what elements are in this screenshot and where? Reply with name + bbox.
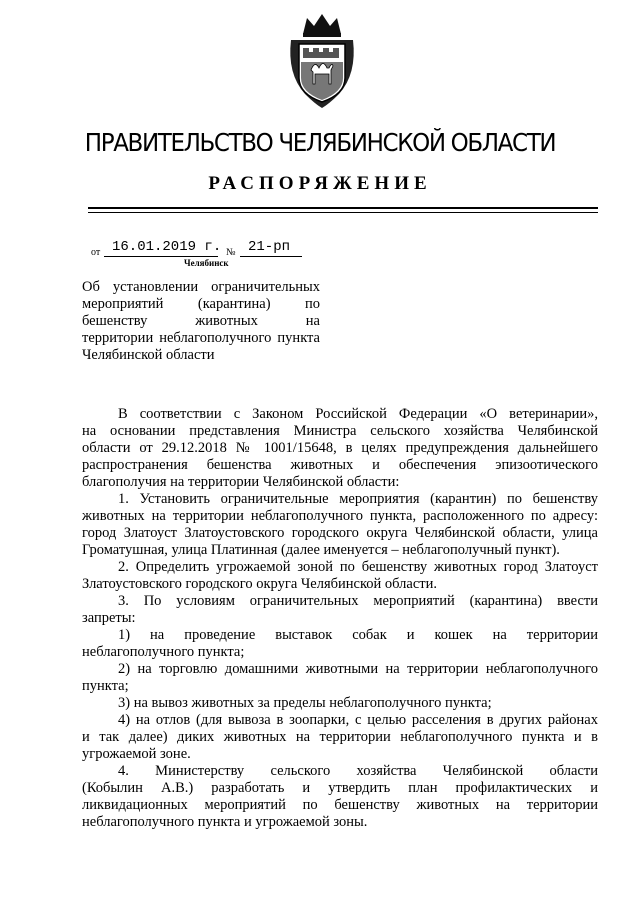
subject-line: бешенству животных на [82,313,320,329]
document-type: РАСПОРЯЖЕНИЕ [208,173,432,194]
body-line: 1. Установить ограничительные мероприятия (карантин) по бешенству [118,491,598,507]
body-line: на основании представления Министра сельского хозяйства Челябинской [82,423,598,439]
government-title: ПРАВИТЕЛЬСТВО ЧЕЛЯБИНСКОЙ ОБЛАСТИ [84,128,556,157]
body-line: запреты: [82,610,136,626]
document-body [82,406,598,831]
body-line: В соответствии с Законом Российской Федерации «О ветеринарии», [118,406,598,422]
body-line: город Златоуст Златоустовского городского округа Челябинской области, улица [82,525,598,541]
body-line: пункта; [82,678,129,694]
body-line: 1) на проведение выставок собак и кошек на территории [118,627,598,643]
body-line: Громатушная, улица Платинная (далее именуется – неблагополучный пункт). [82,542,560,558]
subject-line: территории неблагополучного пункта [82,330,320,346]
document-date: 16.01.2019 г. [112,239,222,255]
body-line: Златоустовского городского округа Челябинской области. [82,576,438,592]
subject-line: Об установлении ограничительных [82,279,320,295]
subject-line: Челябинской области [82,347,215,363]
body-line: 3) на вывоз животных за пределы неблагополучного пункта; [118,695,492,711]
coat-of-arms-icon [283,12,361,110]
number-label: № [226,247,236,258]
body-line: 3. По условиям ограничительных мероприятий (карантина) ввести [118,593,598,609]
document-subject [82,279,320,364]
body-line: (Кобылин А.В.) разработать и утвердить план профилактических и [82,780,598,796]
subject-line: мероприятий (карантина) по [82,296,320,312]
body-line: неблагополучного пункта; [82,644,245,660]
date-label: от [91,247,101,258]
body-line: и так далее) диких животных на территории неблагополучного пункта и в [82,729,598,745]
header-rule-thick [88,207,598,209]
body-line: неблагополучного пункта и угрожаемой зоны. [82,814,368,830]
body-line: ликвидационных мероприятий по бешенству животных на территории [82,797,598,813]
date-underline [104,256,218,257]
header-rule-thin [88,212,598,213]
city-label: Челябинск [184,258,229,268]
body-line: распространения бешенства животных и обеспечения эпизоотического [82,457,598,473]
body-line: 2) на торговлю домашними животными на территории неблагополучного [118,661,598,677]
body-line: 4) на отлов (для вывоза в зоопарки, с целью расселения в других районах [118,712,598,728]
body-line: животных на территории неблагополучного пункта, расположенного по адресу: [82,508,598,524]
body-line: области от 29.12.2018 № 1001/15648, в целях предупреждения дальнейшего [82,440,598,456]
body-line: 4. Министерству сельского хозяйства Челябинской области [118,763,598,779]
body-line: угрожаемой зоне. [82,746,191,762]
number-underline [240,256,302,257]
body-line: 2. Определить угрожаемой зоной по бешенству животных город Златоуст [118,559,598,575]
body-line: благополучия на территории Челябинской области: [82,474,400,490]
document-number: 21-рп [248,239,291,255]
